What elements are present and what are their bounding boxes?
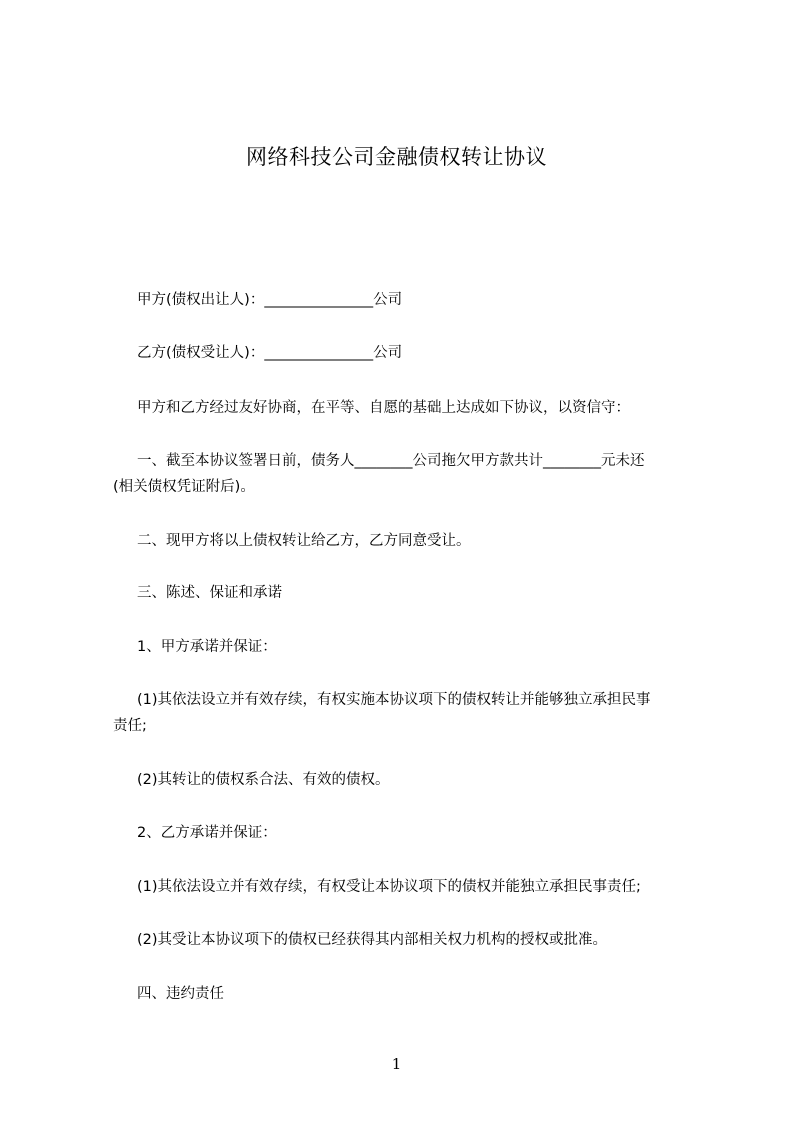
clause-3-1-1-paragraph xyxy=(113,687,693,739)
clause-3-1-2-paragraph: (2)其转让的债权系合法、有效的债权。 xyxy=(137,772,390,788)
clause-1-line-2: (相关债权凭证附后)。 xyxy=(113,479,255,495)
clause-4-heading: 四、违约责任 xyxy=(137,986,224,1002)
page-number: 1 xyxy=(391,1055,402,1073)
clause-3-1-1-line-1: (1)其依法设立并有效存续，有权实施本协议项下的债权转让并能够独立承担民事 xyxy=(137,692,651,708)
clause-3-2-heading: 2、乙方承诺并保证： xyxy=(137,825,277,841)
party-a-line: 甲方(债权出让人)：_______________公司 xyxy=(137,292,403,308)
intro-paragraph: 甲方和乙方经过友好协商，在平等、自愿的基础上达成如下协议，以资信守： xyxy=(137,400,630,416)
clause-3-2-2-paragraph: (2)其受让本协议项下的债权已经获得其内部相关权力机构的授权或批准。 xyxy=(137,932,608,948)
clause-3-1-1-line-2: 责任; xyxy=(113,718,147,734)
clause-3-heading: 三、陈述、保证和承诺 xyxy=(137,585,282,601)
party-b-line: 乙方(债权受让人)：_______________公司 xyxy=(137,345,403,361)
clause-1-line-1: 一、截至本协议签署日前，债务人________公司拖欠甲方款共计________元未还 xyxy=(137,453,645,469)
document-title: 网络科技公司金融债权转让协议 xyxy=(246,145,547,169)
clause-3-1-heading: 1、甲方承诺并保证： xyxy=(137,639,277,655)
clause-1-paragraph xyxy=(113,448,693,500)
clause-3-2-1-paragraph: (1)其依法设立并有效存续，有权受让本协议项下的债权并能独立承担民事责任; xyxy=(137,879,641,895)
clause-2-paragraph: 二、现甲方将以上债权转让给乙方，乙方同意受让。 xyxy=(137,533,471,549)
